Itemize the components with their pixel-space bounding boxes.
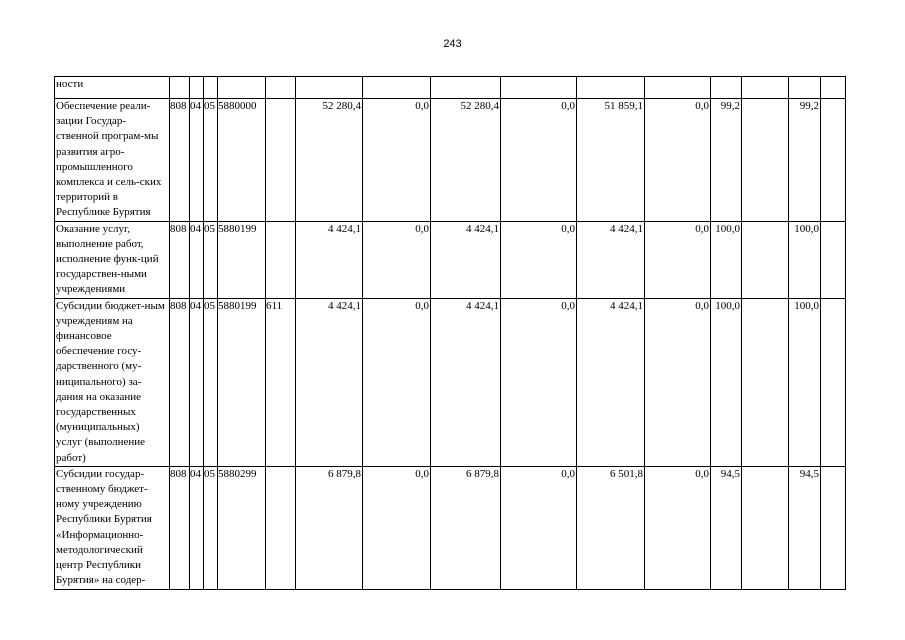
- value-cell-7: 100,0: [711, 298, 742, 466]
- row-name: Обеспечение реали-зации Государ-ственной програм-мы развития агро-промышленного комплекса и сель-ских территорий в Республике Бурятия: [55, 99, 170, 222]
- value-cell-3: 4 424,1: [431, 221, 501, 298]
- empty-cell: [821, 99, 846, 222]
- value-cell-5: 4 424,1: [577, 221, 645, 298]
- value-cell-3: 4 424,1: [431, 298, 501, 466]
- vr-code-cell: [266, 466, 296, 589]
- value-cell-2: 0,0: [363, 466, 431, 589]
- table-row: [55, 77, 846, 99]
- value-cell-2: [363, 77, 431, 99]
- row-name: Субсидии бюджет-ным учреждениям на финансовое обеспечение госу-дарственного (му-ниципального) за-дания на оказание государственных (муниципальных) услуг (выполнение работ): [55, 298, 170, 466]
- value-cell-2: 0,0: [363, 298, 431, 466]
- csr-code-cell: 5880199: [218, 298, 266, 466]
- value-cell-1: 4 424,1: [296, 221, 363, 298]
- value-cell-9: 100,0: [789, 298, 821, 466]
- gr-code-cell: [170, 77, 190, 99]
- budget-table: [54, 76, 846, 590]
- gr-code-cell: 808: [170, 466, 190, 589]
- row-name: Субсидии государ-ственному бюджет-ному учреждению Республики Бурятия «Информационно-методологический центр Республики Бурятия» на содер-: [55, 466, 170, 589]
- value-cell-1: 52 280,4: [296, 99, 363, 222]
- value-cell-4: [501, 77, 577, 99]
- value-cell-5: 51 859,1: [577, 99, 645, 222]
- value-cell-4: 0,0: [501, 298, 577, 466]
- gr-code-cell: 808: [170, 221, 190, 298]
- pr-code-cell: 05: [204, 99, 218, 222]
- value-cell-4: 0,0: [501, 466, 577, 589]
- value-cell-9: 99,2: [789, 99, 821, 222]
- rz-code-cell: [190, 77, 204, 99]
- value-cell-7: 100,0: [711, 221, 742, 298]
- empty-cell: [821, 298, 846, 466]
- value-cell-2: 0,0: [363, 221, 431, 298]
- value-cell-7: 94,5: [711, 466, 742, 589]
- rz-code-cell: 04: [190, 99, 204, 222]
- value-cell-6: [645, 77, 711, 99]
- row-name: ности: [55, 77, 170, 99]
- value-cell-9: [789, 77, 821, 99]
- value-cell-5: [577, 77, 645, 99]
- gr-code-cell: 808: [170, 298, 190, 466]
- table-row: [55, 221, 846, 298]
- value-cell-8: [742, 221, 789, 298]
- value-cell-6: 0,0: [645, 298, 711, 466]
- value-cell-1: 4 424,1: [296, 298, 363, 466]
- table-row: [55, 99, 846, 222]
- rz-code-cell: 04: [190, 466, 204, 589]
- pr-code-cell: 05: [204, 298, 218, 466]
- vr-code-cell: [266, 99, 296, 222]
- csr-code-cell: 5880199: [218, 221, 266, 298]
- value-cell-5: 4 424,1: [577, 298, 645, 466]
- pr-code-cell: [204, 77, 218, 99]
- value-cell-3: 52 280,4: [431, 99, 501, 222]
- value-cell-5: 6 501,8: [577, 466, 645, 589]
- empty-cell: [821, 77, 846, 99]
- csr-code-cell: 5880000: [218, 99, 266, 222]
- row-name: Оказание услуг, выполнение работ, исполнение функ-ций государствен-ными учреждениями: [55, 221, 170, 298]
- value-cell-6: 0,0: [645, 221, 711, 298]
- pr-code-cell: 05: [204, 221, 218, 298]
- value-cell-9: 100,0: [789, 221, 821, 298]
- value-cell-1: [296, 77, 363, 99]
- value-cell-3: 6 879,8: [431, 466, 501, 589]
- vr-code-cell: [266, 221, 296, 298]
- value-cell-6: 0,0: [645, 466, 711, 589]
- table-row: [55, 298, 846, 466]
- table-row: [55, 466, 846, 589]
- rz-code-cell: 04: [190, 298, 204, 466]
- csr-code-cell: [218, 77, 266, 99]
- value-cell-6: 0,0: [645, 99, 711, 222]
- rz-code-cell: 04: [190, 221, 204, 298]
- value-cell-1: 6 879,8: [296, 466, 363, 589]
- empty-cell: [821, 221, 846, 298]
- value-cell-8: [742, 77, 789, 99]
- value-cell-4: 0,0: [501, 99, 577, 222]
- pr-code-cell: 05: [204, 466, 218, 589]
- page-number: 243: [443, 38, 462, 50]
- vr-code-cell: 611: [266, 298, 296, 466]
- gr-code-cell: 808: [170, 99, 190, 222]
- value-cell-2: 0,0: [363, 99, 431, 222]
- value-cell-8: [742, 466, 789, 589]
- empty-cell: [821, 466, 846, 589]
- value-cell-4: 0,0: [501, 221, 577, 298]
- value-cell-9: 94,5: [789, 466, 821, 589]
- value-cell-8: [742, 99, 789, 222]
- value-cell-7: [711, 77, 742, 99]
- value-cell-7: 99,2: [711, 99, 742, 222]
- csr-code-cell: 5880299: [218, 466, 266, 589]
- value-cell-8: [742, 298, 789, 466]
- value-cell-3: [431, 77, 501, 99]
- vr-code-cell: [266, 77, 296, 99]
